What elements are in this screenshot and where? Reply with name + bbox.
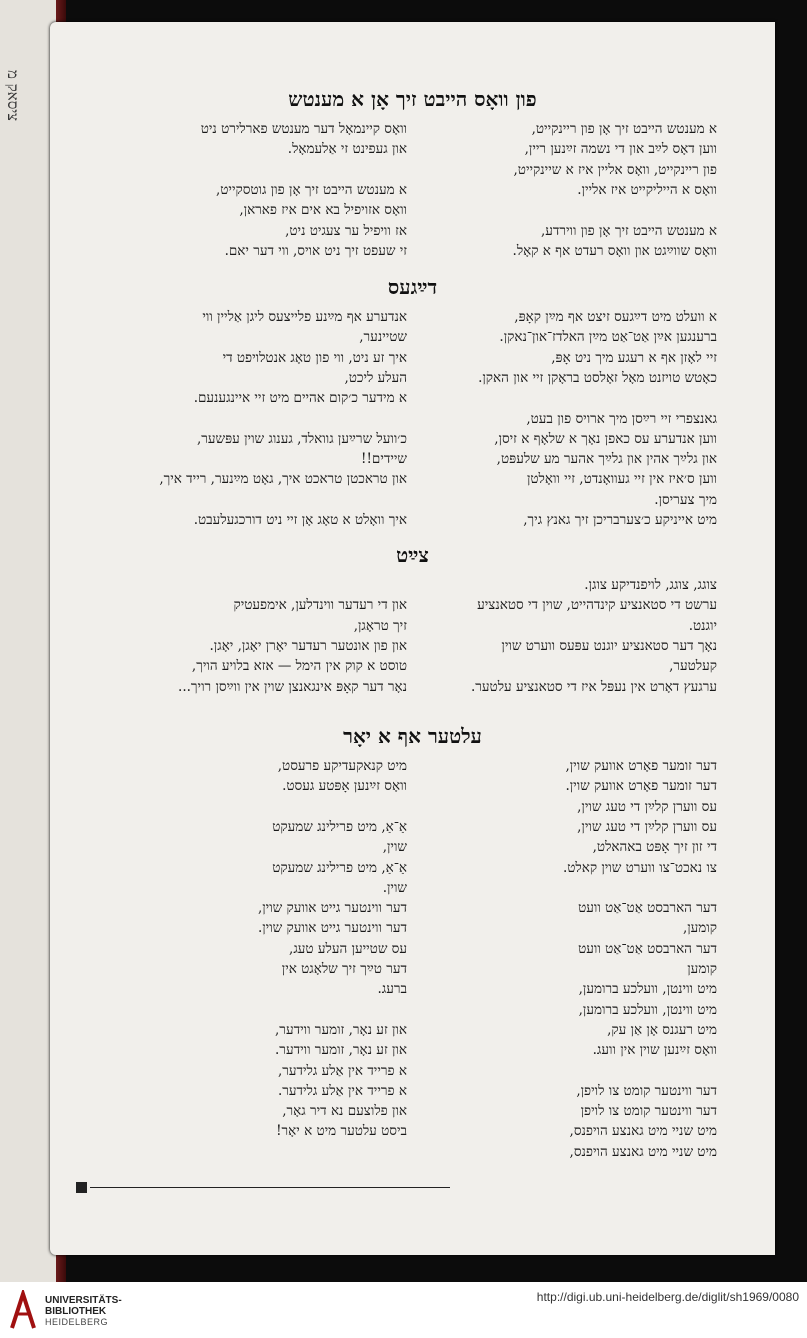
poem-line-right: כאָטש טויזנט מאָל זאָלסט בראָקן זיי און האקן. xyxy=(478,369,717,386)
poem-line-left: אַ־אַ, מיט פרילינג שמעקט xyxy=(272,859,407,876)
poem-line-right: א מענטש הייבט זיך אָן פון ווירדע, xyxy=(540,222,717,239)
source-url[interactable]: http://digi.ub.uni-heidelberg.de/diglit/sh1969/0080 xyxy=(536,1290,799,1304)
poem-line-right: מיט אייניקע כ׳צערבריכן זיך גאנץ גיך, xyxy=(523,512,717,528)
poem-line-left: נאָר דער קאָפּ אינגאנצן שוין אין ווײַסן רויך... xyxy=(178,678,407,695)
poem-line-left: אז וויפיל ער צעגיט ניט, xyxy=(285,222,407,239)
poem-line-right: ווען דאָס לײַב און די נשמה זײַנען ריין, xyxy=(524,141,717,158)
poem-line-right: דער הארבסט אַט־אַט וועט xyxy=(578,900,717,917)
page-mark xyxy=(76,1182,87,1193)
poem-line-right: דער זומער פאָרט אוועק שוין. xyxy=(565,778,717,795)
logo-text-line-1: UNIVERSITÄTS- xyxy=(45,1295,122,1306)
poem-line-right: עס ווערן קלײַן די טעג שוין, xyxy=(577,818,717,835)
poem-line-right: דער זומער פאָרט אוועק שוין, xyxy=(565,758,717,774)
poem-line-left: ביסט עלטער מיט א יאָר! xyxy=(276,1123,407,1140)
poem-line-right: צוגג, צוגג, לויפנדיקע צוגן. xyxy=(584,577,717,593)
poem-line-left: זי שעפט זיך ניט אויס, ווי דער יאם. xyxy=(224,242,407,259)
page xyxy=(50,22,775,1255)
poem-line-right: עס ווערן קלײַן די טעג שוין, xyxy=(577,798,717,815)
poem-line-left: טוסט א קוק אין הימל — אזא בלויע הויך, xyxy=(191,658,407,675)
poem-line-left: אנדערע אף מײַנע פלייצעס ליגן אַליין ווי xyxy=(202,309,407,325)
previous-page-running-head: ציסאק מ xyxy=(4,70,22,122)
logo-text-line-3: HEIDELBERG xyxy=(45,1317,109,1327)
poem-line-left: מיט קנאקעדיקע פרעסט, xyxy=(277,758,407,774)
poem-line-left: דער ווינטער גייט אוועק שוין. xyxy=(257,920,407,937)
poem-line-right: יוגנט. xyxy=(688,617,717,634)
poem-line-left: זיך טראָגן, xyxy=(353,617,407,634)
poem-line-left: א פרייד אין אַלע גלידער, xyxy=(277,1062,407,1079)
poem-line-right: קומען, xyxy=(682,920,717,937)
poem-line-left: איך וואָלט א טאָג אָן זיי ניט דורכגעלעבט. xyxy=(193,512,407,528)
logo-text-line-2: BIBLIOTHEK xyxy=(45,1306,107,1317)
poem-line-right: מיט שניי מיט גאנצע הויפנס, xyxy=(569,1143,717,1160)
poem-line-right: דער ווינטער קומט צו לויפן xyxy=(580,1103,717,1120)
poem-line-left: וואָס זײַנען אָפּטע געסט. xyxy=(282,778,407,795)
poem-line-left: און זע נאָר, זומער ווידער. xyxy=(275,1042,407,1059)
poem-line-right: וואָס שווײַגט און וואָס רעדט אף א קאָל. xyxy=(512,242,717,259)
poem-line-right: דער הארבסט אַט־אַט וועט xyxy=(578,940,717,957)
poem-line-left: ברעג. xyxy=(377,981,407,998)
poem-title: צײַט xyxy=(396,543,429,567)
poem-line-left: און די רעדער ווינדלען, אימפעטיק xyxy=(233,597,407,614)
poem-line-right: ערשט די סטאנציע קינדהייט, שוין די סטאנציע xyxy=(477,597,717,614)
university-library-logo-icon xyxy=(8,1290,38,1330)
poem-line-left: עס שטייען העלע טעג, xyxy=(289,940,407,957)
poem-line-right: א מענטש הייבט זיך אָן פון ריינקייט, xyxy=(531,121,717,137)
poem-line-right: קומען xyxy=(687,961,717,977)
poem-line-right: און גלײַך אהין און גלײַך אהער מע שלעפּט, xyxy=(496,451,717,468)
poem-line-left: העלע ליכט, xyxy=(344,369,407,386)
poem-line-left: און זע נאָר, זומער ווידער, xyxy=(275,1021,407,1038)
poem-line-right: וואָס א הייליקייט איז אליין. xyxy=(577,181,717,198)
poem-line-left: שוין. xyxy=(382,879,407,896)
poem-line-left: וואָס אזויפיל בא אים איז פאראן, xyxy=(239,202,407,219)
poem-line-right: מיט שניי מיט גאנצע הויפנס, xyxy=(569,1123,717,1140)
poem-line-right: ווען אנדערע עס כאפן נאָך א שלאָף א זיסן, xyxy=(494,430,717,447)
poem-line-left: איך זע ניט, ווי פון טאָג אנטלויפט די xyxy=(222,349,407,366)
poem-line-right: קעלטער, xyxy=(669,658,717,675)
poem-line-right: ברענגען אײַן אַט־אַט מײַן האלדז־און־נאקן. xyxy=(499,329,717,346)
poem-line-left: שוין, xyxy=(382,839,407,856)
poem-line-right: מיט רעגנס אָן אַן עק, xyxy=(607,1021,717,1038)
poem-line-left: און פלוצעם נא דיר גאָר, xyxy=(282,1103,407,1120)
poem-line-left: א פרייד אין אַלע גלידער. xyxy=(277,1082,407,1099)
poem-line-right: צו נאכט־צו ווערט שוין קאלט. xyxy=(562,859,717,876)
poem-line-left: דער טײַך זיך שלאָגט אין xyxy=(281,961,407,977)
poem-line-right: וואָס זײַנען שוין אין וועג. xyxy=(592,1042,717,1059)
viewer-footer xyxy=(0,1282,807,1338)
poem-line-left: און פון אונטער רעדער יאָרן יאָגן, יאָגן. xyxy=(209,637,407,654)
poem-line-right: גאנצפרי זיי רײַסן מיך ארויס פון בעט, xyxy=(526,410,717,427)
poem-line-left: א מענטש הייבט זיך אָן פון גוטסקייט, xyxy=(215,181,407,198)
poem-title: דײַגעס xyxy=(387,275,438,299)
poem-line-right: נאָך דער סטאנציע יוגנט עפּעס ווערט שוין xyxy=(501,637,717,654)
poem-line-right: ווען ס׳איז אין זיי געוואָנדט, זיי וואָלטן xyxy=(526,471,717,488)
poem-line-left: וואָס קיינמאָל דער מענטש פארלירט ניט xyxy=(200,121,407,137)
poem-line-left: שטיינער, xyxy=(359,329,407,346)
poem-line-left: און טראכטן טראכט איך, גאָט מײַנער, רייד איך, xyxy=(159,471,407,488)
footer-rule xyxy=(90,1187,450,1188)
poem-title: פון וואָס הייבט זיך אָן א מענטש xyxy=(288,87,537,111)
poem-title: עלטער אף א יאָר xyxy=(343,724,482,748)
poem-line-right: מיט ווינטן, וועלכע ברומען, xyxy=(578,981,717,998)
poem-line-right: זיי לאָזן אף א רעגע מיך ניט אָפּ, xyxy=(551,349,717,366)
poem-line-right: דער ווינטער קומט צו לויפן, xyxy=(576,1082,717,1099)
poem-line-right: מיט ווינטן, וועלכע ברומען, xyxy=(578,1001,717,1018)
poem-line-right: מיך צעריסן. xyxy=(654,491,717,508)
poem-line-left: דער ווינטער גייט אוועק שוין, xyxy=(257,900,407,917)
poem-line-left: שיידים!! xyxy=(361,451,407,468)
poem-line-left: א מידער כ׳קום אהיים מיט זיי איינגענעם. xyxy=(193,390,407,407)
poem-line-right: א וועלט מיט דײַגעס זיצט אף מײַן קאָפּ, xyxy=(514,309,717,325)
poem-line-right: די זון זיך אָפּט באהאלט, xyxy=(592,839,717,856)
poem-line-right: ערגעץ דאָרט אין נעפּל איז די סטאנציע עלטער. xyxy=(470,678,717,695)
poem-line-left: אַ־אַ, מיט פרילינג שמעקט xyxy=(272,818,407,835)
poem-line-left: כ׳וועל שרײַען גוואלד, גענוג שוין עפּשער, xyxy=(196,430,407,447)
poem-line-left: און געפינט זי אַלעמאָל. xyxy=(287,141,407,158)
poem-line-right: פון ריינקייט, וואָס אליין איז א שיינקייט, xyxy=(513,161,717,178)
